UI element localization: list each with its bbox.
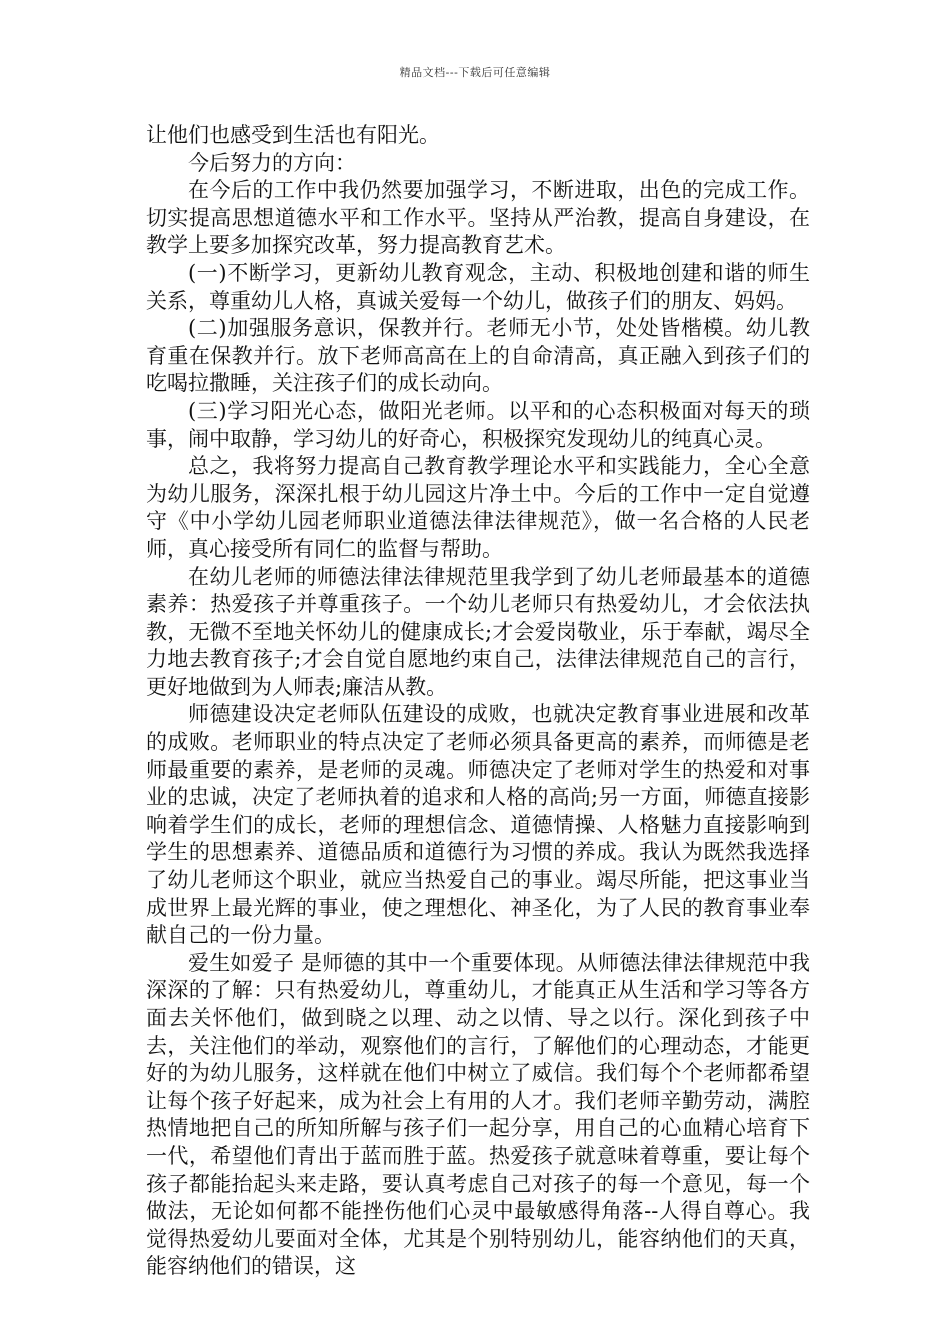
paragraph-future-work: 在今后的工作中我仍然要加强学习，不断进取，出色的完成工作。切实提高思想道德水平和工作水平。坚持从严治教，提高自身建设，在教学上要多加探究改革，努力提高教育艺术。 — [146, 178, 810, 258]
paragraph-future-direction-heading: 今后努力的方向： — [188, 150, 356, 175]
paragraph-ethics-construction: 师德建设决定老师队伍建设的成败，也就决定教育事业进展和改革的成败。老师职业的特点决定了老师必须具备更高的素养，而师德是老师最重要的素养，是老师的灵魂。师德决定了老师对学生的热爱和对事业的忠诚，决定了老师执着的追求和人格的高尚;另一方面，师德直接影响着学生们的成长，老师的理想信念、道德情操、人格魅力直接影响到学生的思想素养、道德品质和道德行为习惯的养成。我认为既然我选择了幼儿老师这个职业，就应当热爱自己的事业。竭尽所能，把这事业当成世界上最光辉的事业，使之理想化、神圣化，为了人民的教育事业奉献自己的一份力量。 — [146, 702, 810, 948]
paragraph-ethics-norms: 在幼儿老师的师德法律法律规范里我学到了幼儿老师最基本的道德素养：热爱孩子并尊重孩子。一个幼儿老师只有热爱幼儿，才会依法执教，无微不至地关怀幼儿的健康成长;才会爱岗敬业，乐于奉献，竭尽全力地去教育孩子;才会自觉自愿地约束自己，法律法律规范自己的言行，更好地做到为人师表;廉洁从教。 — [146, 564, 810, 699]
paragraph-summary: 总之，我将努力提高自己教育教学理论水平和实践能力，全心全意为幼儿服务，深深扎根于幼儿园这片净土中。今后的工作中一定自觉遵守《中小学幼儿园老师职业道德法律法律规范》，做一名合格的人民老师，真心接受所有同仁的监督与帮助。 — [146, 454, 810, 561]
paragraph-love-students: 爱生如爱子 是师德的其中一个重要体现。从师德法律法律规范中我深深的了解：只有热爱幼儿，尊重幼儿，才能真正从生活和学习等各方面去关怀他们，做到晓之以理、动之以情、导之以行。深化到孩子中去，关注他们的举动，观察他们的言行，了解他们的心理动态，才能更好的为幼儿服务，这样就在他们中树立了威信。我们每个个老师都希望让每个孩子好起来，成为社会上有用的人才。我们老师辛勤劳动，满腔热情地把自己的所知所解与孩子们一起分享，用自己的心血精心培育下一代，希望他们青出于蓝而胜于蓝。热爱孩子就意味着尊重，要让每个孩子都能抬起头来走路，要认真考虑自己对孩子的每一个意见，每一个做法，无论如何都不能挫伤他们心灵中最敏感得角落--人得自尊心。我觉得热爱幼儿要面对全体，尤其是个别特别幼儿，能容纳他们的天真，能容纳他们的错误，这 — [146, 950, 810, 1279]
document-body — [146, 122, 810, 1281]
paragraph-continuation: 让他们也感受到生活也有阳光。 — [146, 123, 440, 147]
paragraph-point-three: (三)学习阳光心态，做阳光老师。以平和的心态积极面对每天的琐事，闹中取静，学习幼儿的好奇心，积极探究发现幼儿的纯真心灵。 — [146, 398, 810, 451]
paragraph-point-two: (二)加强服务意识，保教并行。老师无小节，处处皆楷模。幼儿教育重在保教并行。放下老师高高在上的自命清高，真正融入到孩子们的吃喝拉撒睡，关注孩子们的成长动向。 — [146, 316, 810, 396]
page-header: 精品文档---下载后可任意编辑 — [399, 66, 551, 79]
paragraph-point-one: (一)不断学习，更新幼儿教育观念，主动、积极地创建和谐的师生关系，尊重幼儿人格，真诚关爱每一个幼儿，做孩子们的朋友、妈妈。 — [146, 260, 810, 313]
